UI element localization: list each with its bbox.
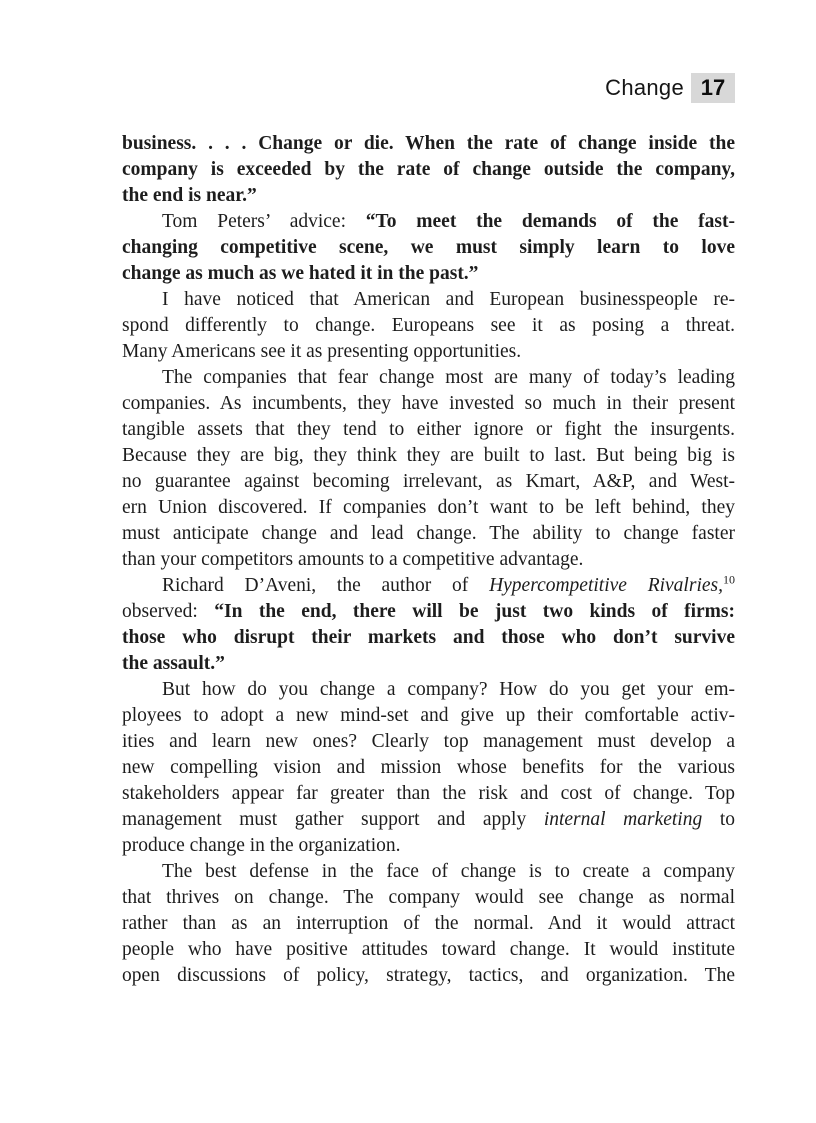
text-line xyxy=(122,391,735,417)
text-run: open discussions of policy, strategy, tactics, and organization. The xyxy=(122,965,735,986)
page-number: 17 xyxy=(700,75,726,100)
paragraph xyxy=(122,677,735,859)
text-run: Because they are big, they think they are built to last. But being big is xyxy=(122,445,735,466)
text-run: The best defense in the face of change is to create a company xyxy=(162,861,735,882)
text-run: new compelling vision and mission whose benefits for the various xyxy=(122,757,735,778)
text-run: management must gather support and apply xyxy=(122,809,544,830)
text-line xyxy=(122,911,735,937)
text-line xyxy=(122,625,735,651)
text-line xyxy=(122,261,735,287)
text-run: tangible assets that they tend to either ignore or fight the insurgents. xyxy=(122,419,735,440)
text-run: The companies that fear change most are many of today’s leading xyxy=(162,367,735,388)
text-run: business. . . . Change or die. When the rate of change inside the xyxy=(122,133,735,154)
text-run: that thrives on change. The company would see change as normal xyxy=(122,887,735,908)
text-line xyxy=(122,677,735,703)
text-line xyxy=(122,521,735,547)
paragraph xyxy=(122,131,735,209)
text-run: ities and learn new ones? Clearly top management must develop a xyxy=(122,731,735,752)
text-run: change as much as we hated it in the past.” xyxy=(122,263,479,284)
text-line xyxy=(122,469,735,495)
text-line xyxy=(122,157,735,183)
text-run: company is exceeded by the rate of change outside the company, xyxy=(122,159,735,180)
page-number-badge xyxy=(691,73,735,103)
text-run: internal marketing xyxy=(543,809,703,830)
text-run: the assault.” xyxy=(122,653,225,674)
text-run: I have noticed that American and European businesspeople re- xyxy=(162,289,735,310)
text-line xyxy=(122,183,735,209)
text-line xyxy=(122,937,735,963)
text-run: Hypercompetitive Rivalries, xyxy=(489,575,723,596)
chapter-title: Change xyxy=(605,75,684,100)
text-line xyxy=(122,313,735,339)
text-run: to xyxy=(702,809,735,830)
text-line xyxy=(122,235,735,261)
text-line xyxy=(122,807,735,833)
text-line xyxy=(122,729,735,755)
text-line xyxy=(122,365,735,391)
text-run: But how do you change a company? How do you get your em- xyxy=(162,679,735,700)
text-line xyxy=(122,651,735,677)
text-line xyxy=(122,547,735,573)
text-run: the end is near.” xyxy=(122,185,257,206)
text-run: stakeholders appear far greater than the risk and cost of change. Top xyxy=(122,783,735,804)
text-line xyxy=(122,963,735,989)
text-line xyxy=(122,755,735,781)
text-run: than your competitors amounts to a competitive advantage. xyxy=(122,549,584,570)
text-line xyxy=(122,885,735,911)
text-run: ern Union discovered. If companies don’t want to be left behind, they xyxy=(122,497,735,518)
footnote-reference: 10 xyxy=(722,572,735,587)
text-line xyxy=(122,209,735,235)
text-line xyxy=(122,833,735,859)
text-run: must anticipate change and lead change. The ability to change faster xyxy=(122,523,735,544)
text-line xyxy=(122,443,735,469)
text-run: those who disrupt their markets and those who don’t survive xyxy=(122,627,735,648)
paragraph xyxy=(122,365,735,573)
paragraph xyxy=(122,573,735,677)
text-line xyxy=(122,131,735,157)
paragraph xyxy=(122,859,735,989)
text-run: produce change in the organization. xyxy=(122,835,401,856)
running-header xyxy=(122,73,735,103)
text-run: Tom Peters’ advice: xyxy=(162,211,366,232)
text-run: Many Americans see it as presenting opportunities. xyxy=(122,341,522,362)
text-line xyxy=(122,417,735,443)
text-line xyxy=(122,287,735,313)
text-run: no guarantee against becoming irrelevant, as Kmart, A&P, and West- xyxy=(122,471,735,492)
text-run: spond differently to change. Europeans see it as posing a threat. xyxy=(122,315,735,336)
text-run: ployees to adopt a new mind-set and give up their comfortable activ- xyxy=(122,705,735,726)
text-run: changing competitive scene, we must simply learn to love xyxy=(122,237,735,258)
text-run: companies. As incumbents, they have invested so much in their present xyxy=(122,393,735,414)
text-line xyxy=(122,781,735,807)
text-line xyxy=(122,703,735,729)
text-run: Richard D’Aveni, the author of xyxy=(162,575,490,596)
text-line xyxy=(122,339,735,365)
text-line xyxy=(122,599,735,625)
text-run: rather than as an interruption of the normal. And it would attract xyxy=(122,913,735,934)
text-run: “To meet the demands of the fast- xyxy=(365,211,735,232)
text-line xyxy=(122,859,735,885)
text-run: observed: xyxy=(122,601,215,622)
paragraph xyxy=(122,209,735,287)
text-line xyxy=(122,573,735,599)
paragraph xyxy=(122,287,735,365)
text-run: “In the end, there will be just two kinds of firms: xyxy=(214,601,736,622)
page-body-text xyxy=(122,131,735,989)
text-line xyxy=(122,495,735,521)
text-run: people who have positive attitudes toward change. It would institute xyxy=(122,939,735,960)
